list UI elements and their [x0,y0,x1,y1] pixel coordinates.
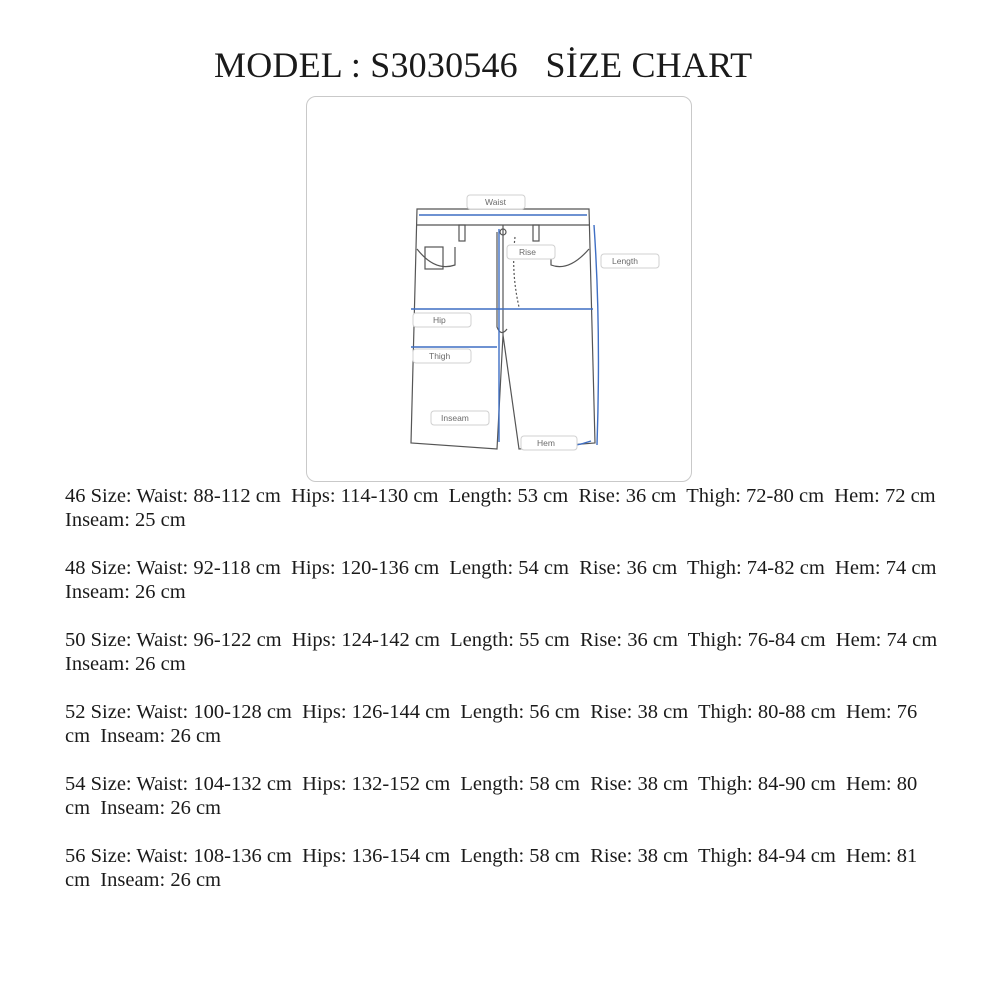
size-entry-56: 56 Size: Waist: 108-136 cm Hips: 136-154 cm Length: 58 cm Rise: 38 cm Thigh: 84-94 cm Hem: 81 cm Inseam: 26 cm [65,845,923,891]
size-entry-46: 46 Size: Waist: 88-112 cm Hips: 114-130 cm Length: 53 cm Rise: 36 cm Thigh: 72-80 cm Hem: 72 cm Inseam: 25 cm [65,485,946,531]
page-title: MODEL : S3030546 SİZE CHART [214,45,753,85]
thigh-label [413,349,471,363]
svg-text:Waist: Waist [485,197,506,207]
shorts-diagram [306,96,692,482]
hem-label [521,436,577,450]
dimension-labels [413,195,659,450]
waist-label [467,195,525,209]
length-label [601,254,659,268]
size-entry-54: 54 Size: Waist: 104-132 cm Hips: 132-152 cm Length: 58 cm Rise: 38 cm Thigh: 84-90 cm Hem: 80 cm Inseam: 26 cm [65,773,923,819]
svg-text:Inseam: Inseam [441,413,469,423]
svg-text:Hem: Hem [537,438,555,448]
size-entry-48: 48 Size: Waist: 92-118 cm Hips: 120-136 cm Length: 54 cm Rise: 36 cm Thigh: 74-82 cm Hem: 74 cm Inseam: 26 cm [65,557,947,603]
shorts-illustration [307,97,693,483]
svg-text:Length: Length [612,256,638,266]
svg-text:Hip: Hip [433,315,446,325]
hip-label [413,313,471,327]
size-entry-52: 52 Size: Waist: 100-128 cm Hips: 126-144 cm Length: 56 cm Rise: 38 cm Thigh: 80-88 cm Hem: 76 cm Inseam: 26 cm [65,701,923,747]
size-entry-50: 50 Size: Waist: 96-122 cm Hips: 124-142 cm Length: 55 cm Rise: 36 cm Thigh: 76-84 cm Hem: 74 cm Inseam: 26 cm [65,629,948,675]
svg-text:Thigh: Thigh [429,351,451,361]
svg-text:Rise: Rise [519,247,537,257]
inseam-label [431,411,489,425]
rise-label [507,245,555,259]
size-list [65,484,948,916]
